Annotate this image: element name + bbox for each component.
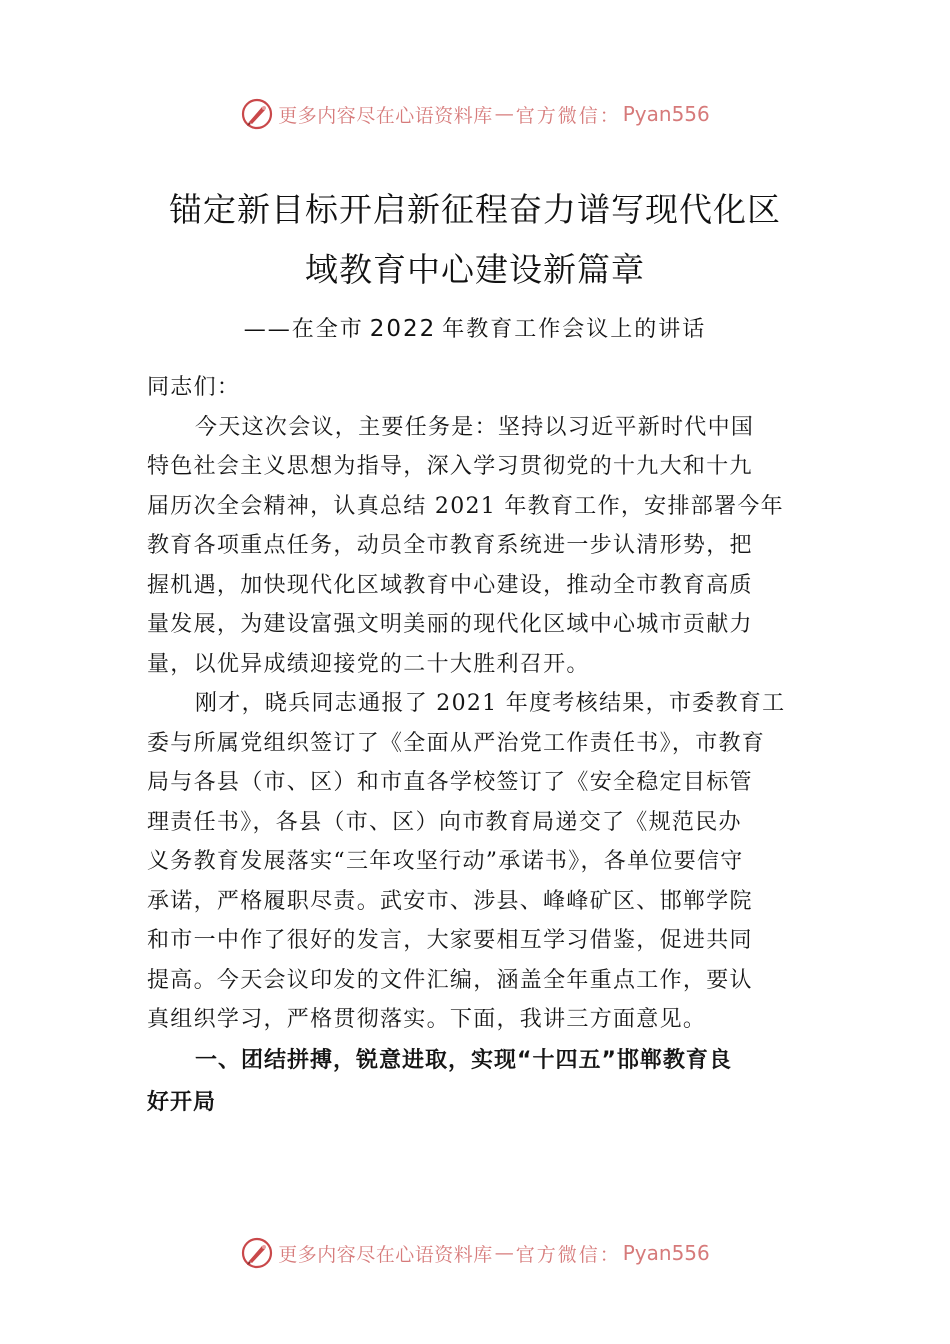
- pen-logo-icon: [240, 97, 274, 131]
- body-line: 承诺，严格履职尽责。武安市、涉县、峰峰矿区、邯郸学院: [147, 888, 753, 914]
- section-heading-continued: 好开局: [147, 1089, 217, 1115]
- watermark-banner-top: [0, 94, 950, 134]
- watermark-banner-bottom: [0, 1233, 950, 1273]
- body-line: 特色社会主义思想为指导，深入学习贯彻党的十九大和十九: [147, 454, 753, 479]
- watermark-text: 更多内容尽在心语资料库: [278, 104, 493, 127]
- body-line: 量，以优异成绩迎接党的二十大胜利召开。: [147, 651, 590, 677]
- body-line: 委与所属党组织签订了《全面从严治党工作责任书》，市教育: [147, 730, 766, 756]
- section-heading: 一、团结拼搏，锐意进取，实现“十四五”邯郸教育良: [195, 1047, 732, 1073]
- watermark-wechat-id: Pyan556: [622, 1241, 710, 1265]
- watermark-separator: —: [494, 103, 514, 125]
- watermark-separator: —: [494, 1242, 514, 1264]
- watermark-label: 官方微信：: [515, 1243, 621, 1266]
- watermark-wechat-id: Pyan556: [622, 102, 710, 126]
- subtitle-prefix: ——在全市: [243, 317, 364, 342]
- document-body: [147, 368, 807, 1124]
- body-line: 真组织学习，严格贯彻落实。下面，我讲三方面意见。: [147, 1007, 707, 1032]
- body-line: 提高。今天会议印发的文件汇编，涵盖全年重点工作，要认: [147, 967, 753, 993]
- body-line: 理责任书》，各县（市、区）向市教育局递交了《规范民办: [147, 809, 742, 835]
- watermark-label: 官方微信：: [515, 104, 621, 127]
- body-line: 量发展，为建设富强文明美丽的现代化区域中心城市贡献力: [147, 612, 753, 637]
- document-title-line-2: 域教育中心建设新篇章: [305, 250, 645, 289]
- body-line: 握机遇，加快现代化区域教育中心建设，推动全市教育高质: [147, 572, 753, 598]
- body-line: 和市一中作了很好的发言，大家要相互学习借鉴，促进共同: [147, 928, 753, 953]
- body-line: 义务教育发展落实“三年攻坚行动”承诺书》，各单位要信守: [147, 849, 744, 874]
- subtitle-suffix: 年教育工作会议上的讲话: [442, 317, 707, 342]
- body-line: 届历次全会精神，认真总结 2021 年教育工作，安排部署今年: [147, 493, 784, 519]
- document-subtitle: [0, 312, 950, 343]
- document-title-line-1: 锚定新目标开启新征程奋力谱写现代化区: [169, 190, 781, 229]
- subtitle-year: 2022: [369, 316, 437, 342]
- watermark-text: 更多内容尽在心语资料库: [278, 1243, 493, 1266]
- body-line: 今天这次会议，主要任务是：坚持以习近平新时代中国: [195, 414, 755, 440]
- pen-logo-icon: [240, 1236, 274, 1270]
- body-line: 教育各项重点任务，动员全市教育系统进一步认清形势，把: [147, 533, 753, 558]
- body-line: 刚才，晓兵同志通报了 2021 年度考核结果，市委教育工: [195, 691, 786, 716]
- salutation: 同志们：: [147, 375, 241, 400]
- body-line: 局与各县（市、区）和市直各学校签订了《安全稳定目标管: [147, 770, 753, 795]
